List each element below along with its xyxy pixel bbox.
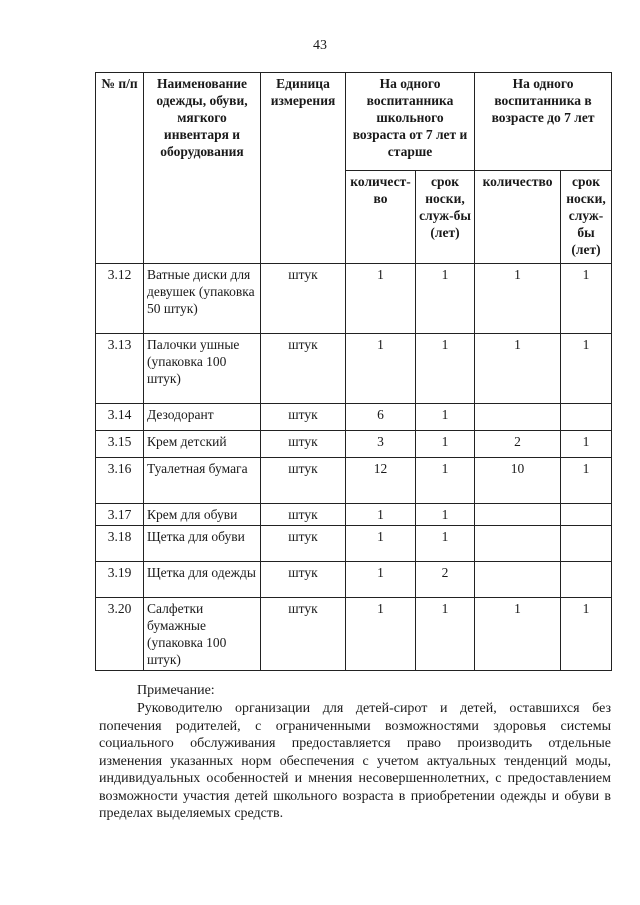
table-row <box>96 526 612 562</box>
row-item-name: Салфетки бумажные (упаковка 100 штук) <box>144 598 261 671</box>
header-unit: Единица измерения <box>261 73 346 264</box>
row-number: 3.19 <box>96 562 144 598</box>
row-item-name: Ватные диски для девушек (упаковка 50 штук) <box>144 264 261 334</box>
row-preschool-term: 1 <box>561 334 612 404</box>
row-school-qty: 1 <box>346 334 416 404</box>
row-preschool-qty <box>475 404 561 431</box>
row-school-qty: 1 <box>346 598 416 671</box>
row-item-name: Палочки ушные (упаковка 100 штук) <box>144 334 261 404</box>
table-row <box>96 264 612 334</box>
row-school-term: 1 <box>416 404 475 431</box>
row-preschool-qty <box>475 504 561 526</box>
table-row <box>96 431 612 458</box>
row-preschool-qty <box>475 526 561 562</box>
row-item-name: Щетка для обуви <box>144 526 261 562</box>
table-body <box>96 264 612 671</box>
row-number: 3.12 <box>96 264 144 334</box>
row-preschool-term: 1 <box>561 431 612 458</box>
row-school-qty: 6 <box>346 404 416 431</box>
row-number: 3.18 <box>96 526 144 562</box>
row-preschool-term <box>561 526 612 562</box>
row-preschool-term: 1 <box>561 598 612 671</box>
row-preschool-qty: 1 <box>475 264 561 334</box>
row-number: 3.17 <box>96 504 144 526</box>
row-school-qty: 1 <box>346 504 416 526</box>
header-preschool-group: На одного воспитанника в возрасте до 7 лет <box>475 73 612 171</box>
table-row <box>96 404 612 431</box>
header-name: Наименование одежды, обуви, мягкого инвентаря и оборудования <box>144 73 261 264</box>
row-school-qty: 1 <box>346 526 416 562</box>
note-title: Примечание: <box>137 683 215 698</box>
row-unit: штук <box>261 431 346 458</box>
row-school-qty: 3 <box>346 431 416 458</box>
row-unit: штук <box>261 504 346 526</box>
row-number: 3.14 <box>96 404 144 431</box>
row-school-qty: 12 <box>346 458 416 504</box>
norms-table <box>95 72 612 671</box>
row-school-term: 2 <box>416 562 475 598</box>
row-preschool-term: 1 <box>561 264 612 334</box>
row-unit: штук <box>261 334 346 404</box>
row-school-term: 1 <box>416 598 475 671</box>
row-unit: штук <box>261 526 346 562</box>
row-preschool-term <box>561 404 612 431</box>
row-school-term: 1 <box>416 504 475 526</box>
row-preschool-term <box>561 562 612 598</box>
row-preschool-qty: 1 <box>475 598 561 671</box>
header-school-term: срок носки, служ-бы (лет) <box>416 171 475 264</box>
row-unit: штук <box>261 264 346 334</box>
table-row <box>96 334 612 404</box>
row-preschool-term <box>561 504 612 526</box>
row-number: 3.13 <box>96 334 144 404</box>
row-school-qty: 1 <box>346 264 416 334</box>
row-preschool-qty: 10 <box>475 458 561 504</box>
row-item-name: Туалетная бумага <box>144 458 261 504</box>
row-number: 3.20 <box>96 598 144 671</box>
table-row <box>96 504 612 526</box>
row-unit: штук <box>261 404 346 431</box>
header-num: № п/п <box>96 73 144 264</box>
row-school-term: 1 <box>416 264 475 334</box>
row-preschool-qty: 2 <box>475 431 561 458</box>
row-school-term: 1 <box>416 458 475 504</box>
row-item-name: Крем детский <box>144 431 261 458</box>
table-row <box>96 598 612 671</box>
page-number: 43 <box>313 38 327 53</box>
row-unit: штук <box>261 562 346 598</box>
row-school-qty: 1 <box>346 562 416 598</box>
header-preschool-qty: количество <box>475 171 561 264</box>
row-item-name: Дезодорант <box>144 404 261 431</box>
row-unit: штук <box>261 458 346 504</box>
row-preschool-qty <box>475 562 561 598</box>
header-preschool-term: срок носки, служ-бы (лет) <box>561 171 612 264</box>
row-school-term: 1 <box>416 431 475 458</box>
row-item-name: Крем для обуви <box>144 504 261 526</box>
table-row <box>96 458 612 504</box>
row-preschool-qty: 1 <box>475 334 561 404</box>
note-body: Руководителю организации для детей-сирот и детей, оставшихся без попечения родителей, с ограниченными возможностями здоровья системы социального обслуживания предоставляется право производить отдельные изменения указанных норм обеспечения с учетом актуальных тенденций моды, индивидуальных особенностей и мнения несовершеннолетних, с предоставлением возможности участия детей школьного возраста в приобретении одежды и обуви в пределах выделяемых средств. <box>99 701 611 821</box>
row-school-term: 1 <box>416 526 475 562</box>
header-school-group: На одного воспитанника школьного возраста от 7 лет и старше <box>346 73 475 171</box>
row-number: 3.15 <box>96 431 144 458</box>
row-preschool-term: 1 <box>561 458 612 504</box>
row-unit: штук <box>261 598 346 671</box>
table-row <box>96 562 612 598</box>
row-number: 3.16 <box>96 458 144 504</box>
row-item-name: Щетка для одежды <box>144 562 261 598</box>
header-school-qty: количест-во <box>346 171 416 264</box>
row-school-term: 1 <box>416 334 475 404</box>
